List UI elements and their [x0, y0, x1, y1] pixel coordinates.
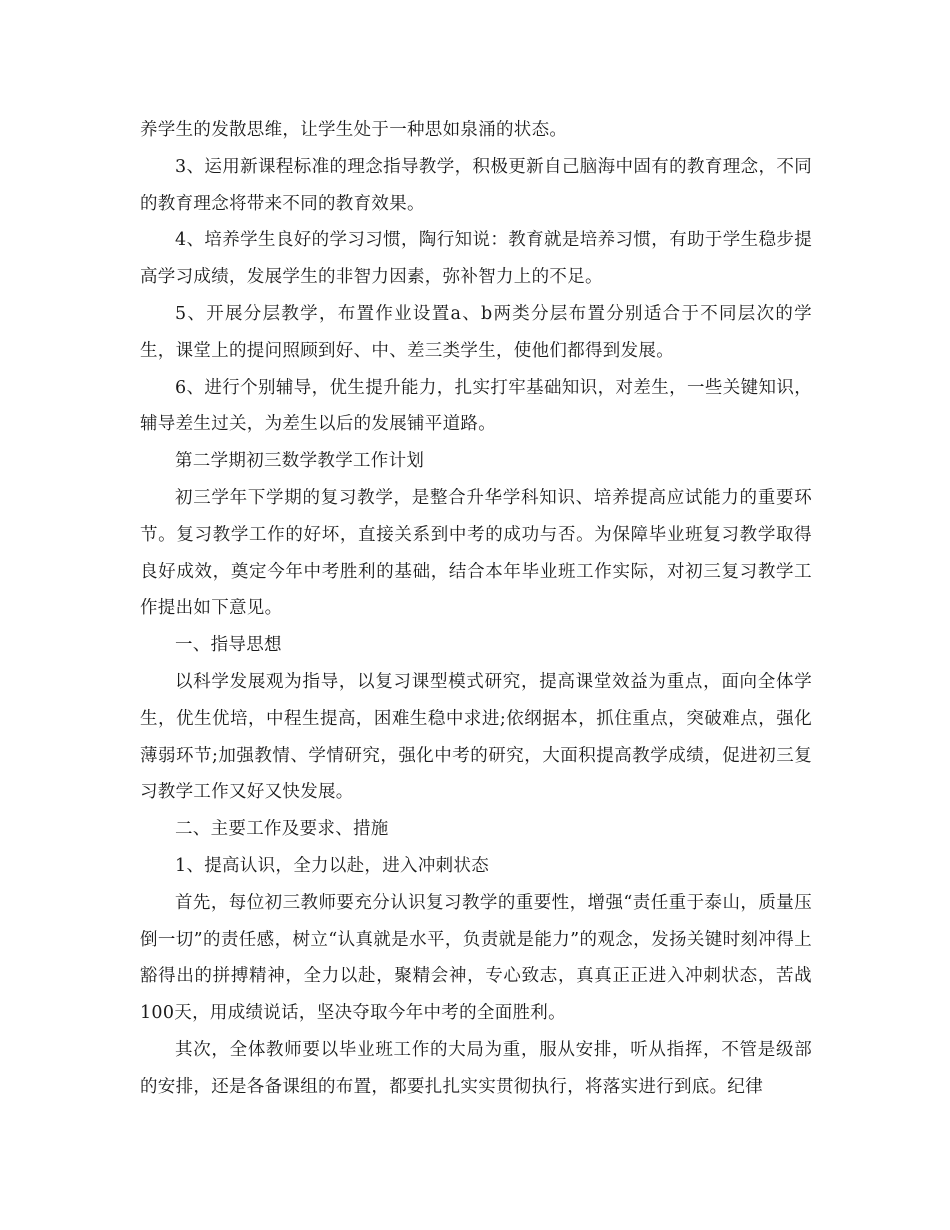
paragraph-first: 首先，每位初三教师要充分认识复习教学的重要性，增强“责任重于泰山，质量压倒一切”的责任感，树立“认真就是水平，负责就是能力”的观念，发扬关键时刻冲得上豁得出的拼搏精神，全力以赴，聚精会神，专心致志，真真正正进入冲刺状态，苦战100天，用成绩说话，坚决夺取今年中考的全面胜利。 — [140, 892, 812, 1024]
paragraph-4: 5、开展分层教学，布置作业设置a、b两类分层布置分别适合于不同层次的学生，课堂上的提问照顾到好、中、差三类学生，使他们都得到发展。 — [140, 303, 812, 361]
paragraph-second: 其次，全体教师要以毕业班工作的大局为重，服从安排，听从指挥，不管是级部的安排，还是各备课组的布置，都要扎扎实实贯彻执行，将落实进行到底。纪律 — [140, 1039, 812, 1097]
subheading-1: 1、提高认识，全力以赴，进入冲刺状态 — [175, 855, 490, 876]
document-page — [140, 112, 812, 1106]
paragraph-3: 4、培养学生良好的学习习惯，陶行知说：教育就是培养习惯，有助于学生稳步提高学习成绩，发展学生的非智力因素，弥补智力上的不足。 — [140, 230, 812, 288]
paragraph-5: 6、进行个别辅导，优生提升能力，扎实打牢基础知识，对差生，一些关键知识，辅导差生过关，为差生以后的发展铺平道路。 — [140, 377, 812, 435]
paragraph-2: 3、运用新课程标准的理念指导教学，积极更新自己脑海中固有的教育理念，不同的教育理念将带来不同的教育效果。 — [140, 156, 812, 214]
paragraph-guiding-thought: 以科学发展观为指导，以复习课型模式研究，提高课堂效益为重点，面向全体学生，优生优培，中程生提高，困难生稳中求进;依纲据本，抓住重点，突破难点，强化薄弱环节;加强教情、学情研究，强化中考的研究，大面积提高教学成绩，促进初三复习教学工作又好又快发展。 — [140, 671, 812, 803]
paragraph-1: 养学生的发散思维，让学生处于一种思如泉涌的状态。 — [140, 120, 568, 140]
heading-guiding-thought: 一、指导思想 — [175, 635, 282, 656]
section-title: 第二学期初三数学教学工作计划 — [175, 451, 425, 472]
paragraph-intro: 初三学年下学期的复习教学，是整合升华学科知识、培养提高应试能力的重要环节。复习教学工作的好坏，直接关系到中考的成功与否。为保障毕业班复习教学取得良好成效，奠定今年中考胜利的基础，结合本年毕业班工作实际，对初三复习教学工作提出如下意见。 — [140, 487, 812, 619]
heading-main-work: 二、主要工作及要求、措施 — [175, 819, 389, 840]
